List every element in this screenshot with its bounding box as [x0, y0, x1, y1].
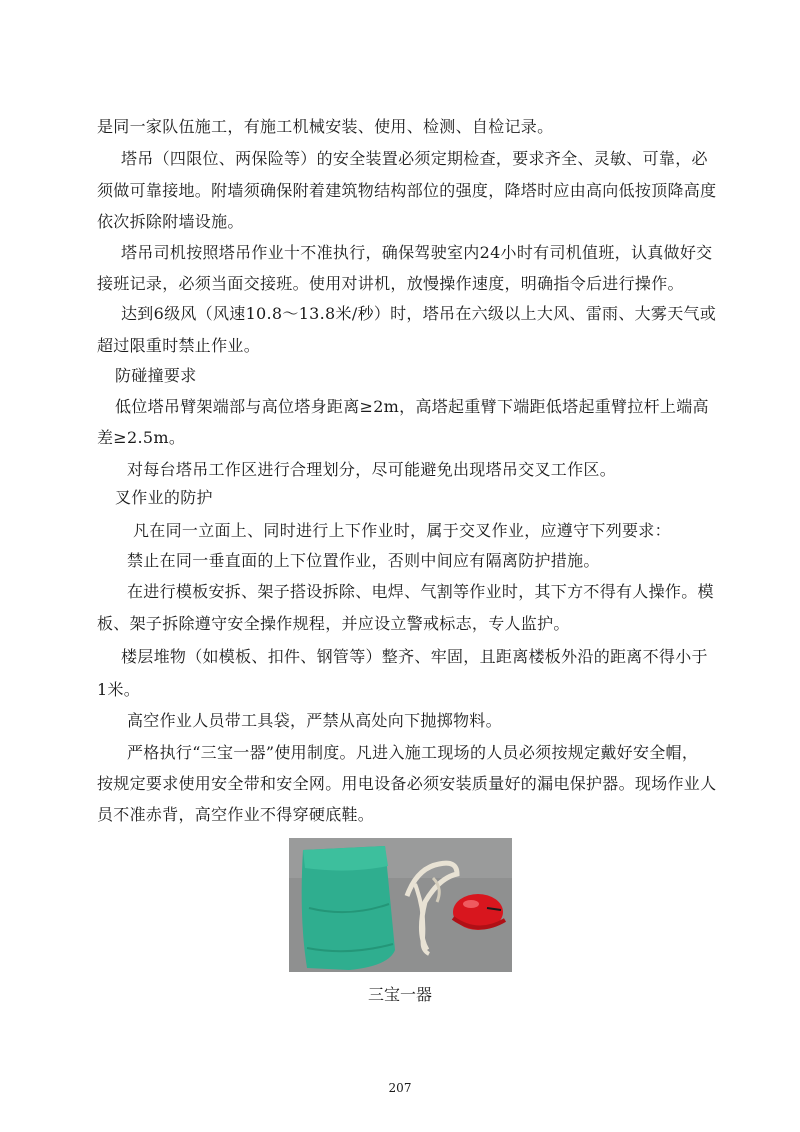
text-line: 高空作业人员带工具袋，严禁从高处向下抛掷物料。 — [127, 711, 502, 730]
text-line: 依次拆除附墙设施。 — [97, 212, 244, 231]
text-line: 禁止在同一垂直面的上下位置作业，否则中间应有隔离防护措施。 — [127, 551, 600, 570]
safety-equipment-illustration — [289, 838, 512, 972]
text-line: 1米。 — [97, 680, 141, 699]
text-line: 须做可靠接地。附墙须确保附着建筑物结构部位的强度，降塔时应由高向低按顶降高度 — [97, 181, 717, 200]
text-line: 接班记录，必须当面交接班。使用对讲机，放慢操作速度，明确指令后进行操作。 — [97, 274, 684, 293]
text-line: 按规定要求使用安全带和安全网。用电设备必须安装质量好的漏电保护器。现场作业人 — [97, 774, 717, 793]
text-line: 在进行模板安拆、架子搭设拆除、电焊、气割等作业时，其下方不得有人操作。模 — [127, 582, 714, 601]
text-line: 严格执行“三宝一器”使用制度。凡进入施工现场的人员必须按规定戴好安全帽， — [127, 743, 699, 762]
text-line: 超过限重时禁止作业。 — [97, 336, 261, 355]
figure-caption: 三宝一器 — [367, 985, 432, 1004]
text-line: 是同一家队伍施工，有施工机械安装、使用、检测、自检记录。 — [97, 117, 554, 136]
text-line: 达到6级风（风速10.8～13.8米/秒）时，塔吊在六级以上大风、雷雨、大雾天气或 — [121, 304, 717, 323]
section-heading: 叉作业的防护 — [115, 488, 213, 507]
text-line: 员不准赤背，高空作业不得穿硬底鞋。 — [97, 805, 375, 824]
text-line: 低位塔吊臂架端部与高位塔身距离≥2m，高塔起重臂下端距低塔起重臂拉杆上端高 — [115, 397, 709, 416]
page-number: 207 — [388, 1081, 412, 1095]
text-line: 差≥2.5m。 — [97, 428, 186, 447]
safety-equipment-photo — [289, 838, 512, 972]
text-line: 对每台塔吊工作区进行合理划分，尽可能避免出现塔吊交叉工作区。 — [127, 460, 617, 479]
section-heading: 防碰撞要求 — [115, 366, 197, 385]
text-line: 楼层堆物（如模板、扣件、钢管等）整齐、牢固，且距离楼板外沿的距离不得小于 — [121, 647, 708, 666]
text-line: 凡在同一立面上、同时进行上下作业时，属于交叉作业，应遵守下列要求： — [133, 521, 671, 540]
text-line: 塔吊（四限位、两保险等）的安全装置必须定期检查，要求齐全、灵敏、可靠，必 — [121, 149, 708, 168]
text-line: 板、架子拆除遵守安全操作规程，并应设立警戒标志，专人监护。 — [97, 614, 570, 633]
text-line: 塔吊司机按照塔吊作业十不准执行，确保驾驶室内24小时有司机值班，认真做好交 — [121, 243, 713, 262]
